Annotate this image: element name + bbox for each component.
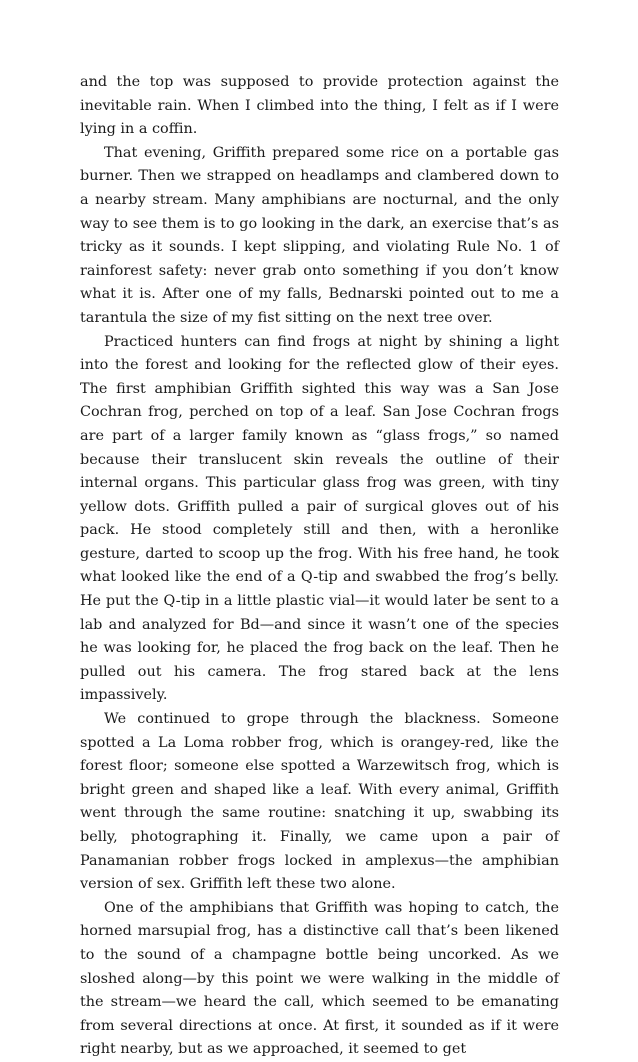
paragraph: We continued to grope through the blackness. Someone spotted a La Loma robber frog, which is orangey-red, like the forest floor; someone else spotted a Warzewitsch frog, which is bright green and shaped like a leaf. With every animal, Griffith went through the same routine: snatching it up, swabbing its belly, photographing it. Finally, we came upon a pair of Panamanian robber frogs locked in amplexus—the amphibian version of sex. Griffith left these two alone. (80, 711, 559, 893)
paragraph: That evening, Griffith prepared some rice on a portable gas burner. Then we strapped on headlamps and clambered down to a nearby stream. Many amphibians are nocturnal, and the only way to see them is to go looking in the dark, an exercise that’s as tricky as it sounds. I kept slipping, and violating Rule No. 1 of rainforest safety: never grab onto something if you don’t know what it is. After one of my falls, Bednarski pointed out to me a tarantula the size of my fist sitting on the next tree over. (80, 144, 559, 326)
paragraph-continued: and the top was supposed to provide protection against the inevitable rain. When I climbed into the thing, I felt as if I were lying in a coffin. (80, 74, 559, 138)
paragraph: One of the amphibians that Griffith was hoping to catch, the horned marsupial frog, has a distinctive call that’s been likened to the sound of a champagne bottle being uncorked. As we sloshed along—by this point we were walking in the middle of the stream—we heard the call, which seemed to be emanating from several directions at once. At first, it sounded as if it were right nearby, but as we approached, it seemed to get (80, 899, 559, 1058)
paragraph: Practiced hunters can find frogs at night by shining a light into the forest and looking for the reflected glow of their eyes. The first amphibian Griffith sighted this way was a San Jose Cochran frog, perched on top of a leaf. San Jose Cochran frogs are part of a larger family known as “glass frogs,” so named because their translucent skin reveals the outline of their internal organs. This particular glass frog was green, with tiny yellow dots. Griffith pulled a pair of surgical gloves out of his pack. He stood completely still and then, with a heronlike gesture, darted to scoop up the frog. With his free hand, he took what looked like the end of a Q-tip and swabbed the frog’s belly. He put the Q-tip in a little plastic vial—it would later be sent to a lab and analyzed for Bd—and since it wasn’t one of the species he was looking for, he placed the frog back on the leaf. Then he pulled out his camera. The frog stared back at the lens impassively. (80, 333, 559, 704)
page-body (80, 71, 559, 1062)
